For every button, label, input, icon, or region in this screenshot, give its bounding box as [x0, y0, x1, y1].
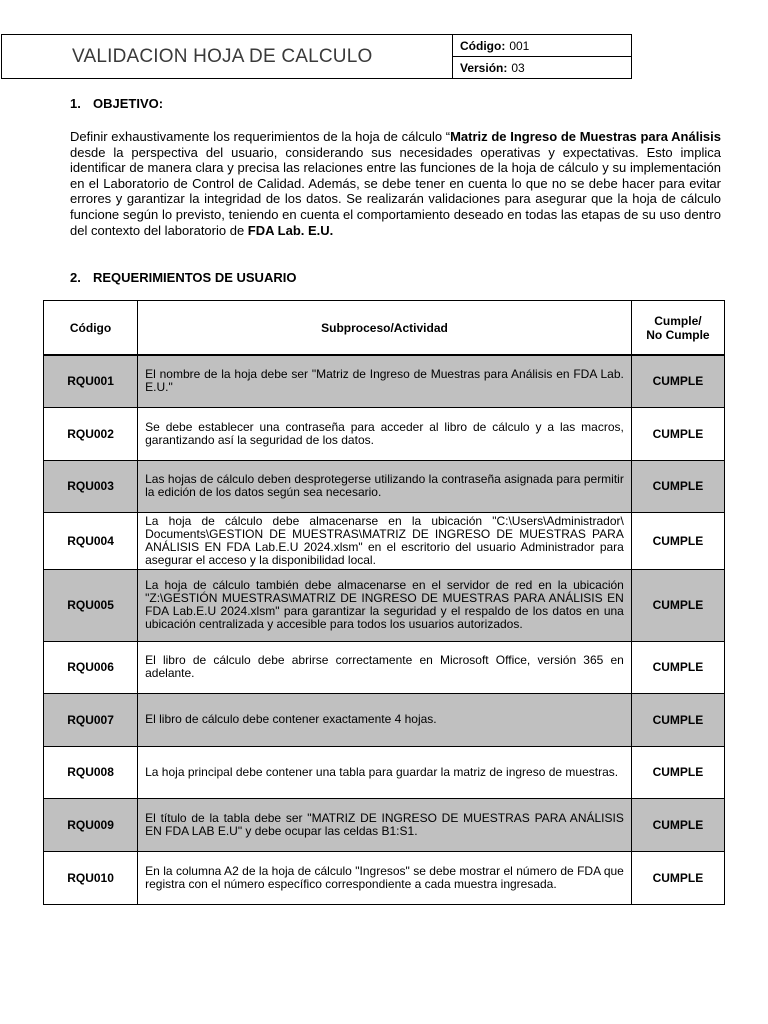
requirement-code: RQU003: [44, 460, 138, 512]
requirement-code: RQU007: [44, 693, 138, 746]
requirement-text: El libro de cálculo debe contener exactamente 4 hojas.: [138, 693, 632, 746]
code-label: Código:: [460, 38, 506, 53]
header-activity: Subproceso/Actividad: [138, 301, 632, 356]
requirement-code: RQU006: [44, 641, 138, 693]
requirement-status: CUMPLE: [631, 798, 724, 851]
requirement-status: CUMPLE: [631, 693, 724, 746]
table-header-row: [44, 301, 725, 356]
table-row: [44, 641, 725, 693]
version-label: Versión:: [460, 60, 508, 75]
requirement-code: RQU004: [44, 512, 138, 569]
section-title: OBJETIVO:: [93, 96, 164, 111]
version-value: 03: [511, 60, 525, 75]
objective-paragraph: [70, 129, 721, 238]
requirement-status: CUMPLE: [631, 641, 724, 693]
requirement-status: CUMPLE: [631, 746, 724, 798]
table-row: [44, 851, 725, 904]
requirement-text: El libro de cálculo debe abrirse correctamente en Microsoft Office, versión 365 en adelante.: [138, 641, 632, 693]
header-compliance: Cumple/ No Cumple: [631, 301, 724, 356]
requirement-text: En la columna A2 de la hoja de cálculo "Ingresos" se debe mostrar el número de FDA que registra con el número específico correspondiente a cada muestra ingresada.: [138, 851, 632, 904]
requirement-status: CUMPLE: [631, 512, 724, 569]
table-row: [44, 407, 725, 460]
lab-name: FDA Lab. E.U.: [247, 222, 334, 238]
section-heading-objective: [70, 96, 163, 111]
requirement-code: RQU009: [44, 798, 138, 851]
table-row: [44, 569, 725, 641]
document-meta: [453, 35, 631, 78]
header-code: Código: [44, 301, 138, 356]
spreadsheet-name: Matriz de Ingreso de Muestras para Análisis: [450, 129, 722, 144]
requirement-status: CUMPLE: [631, 355, 724, 407]
table-row: [44, 512, 725, 569]
requirement-status: CUMPLE: [631, 407, 724, 460]
requirement-text: La hoja principal debe contener una tabla para guardar la matriz de ingreso de muestras.: [138, 746, 632, 798]
requirements-table: [43, 300, 725, 905]
requirement-text: La hoja de cálculo también debe almacenarse en el servidor de red en la ubicación "Z:\GESTIÓN MUESTRAS\MATRIZ DE INGRESO DE MUESTRAS PARA ANÁLISIS EN FDA Lab.E.U 2024.xlsm" para garantizar la seguridad y el respaldo de los datos en una ubicación centralizada y accesible para todos los usuarios autorizados.: [138, 569, 632, 641]
section-heading-requirements: [70, 270, 296, 285]
document-header: [1, 34, 632, 79]
requirement-code: RQU010: [44, 851, 138, 904]
requirement-status: CUMPLE: [631, 460, 724, 512]
section-number: 1.: [70, 96, 81, 111]
requirement-text: El título de la tabla debe ser "MATRIZ DE INGRESO DE MUESTRAS PARA ANÁLISIS EN FDA LAB E.U" y debe ocupar las celdas B1:S1.: [138, 798, 632, 851]
code-value: 001: [509, 38, 530, 53]
code-field: [453, 35, 631, 56]
table-row: [44, 355, 725, 407]
version-field: [453, 56, 631, 78]
table-row: [44, 746, 725, 798]
requirement-text: Se debe establecer una contraseña para acceder al libro de cálculo y a las macros, garantizando así la seguridad de los datos.: [138, 407, 632, 460]
requirement-text: El nombre de la hoja debe ser "Matriz de Ingreso de Muestras para Análisis en FDA Lab. E.U.": [138, 355, 632, 407]
requirement-code: RQU002: [44, 407, 138, 460]
table-row: [44, 693, 725, 746]
objective-text: desde la perspectiva del usuario, considerando sus necesidades operativas y expectativas. Esto implica identificar de manera clara y precisa las relaciones entre las funciones de la hoja de cálculo y su implementación en el Laboratorio de Control de Calidad. Además, se debe tener en cuenta lo que no se debe hacer para evitar errores y garantizar la integridad de los datos. Se realizarán validaciones para asegurar que la hoja de cálculo funcione según lo previsto, teniendo en cuenta el comportamiento deseado en todas las etapas de su uso dentro del contexto del laboratorio de: [70, 144, 721, 238]
requirement-status: CUMPLE: [631, 569, 724, 641]
requirement-text: Las hojas de cálculo deben desprotegerse utilizando la contraseña asignada para permitir la edición de los datos según sea necesario.: [138, 460, 632, 512]
table-row: [44, 798, 725, 851]
document-title: VALIDACION HOJA DE CALCULO: [2, 35, 453, 78]
section-number: 2.: [70, 270, 81, 285]
requirement-code: RQU001: [44, 355, 138, 407]
table-row: [44, 460, 725, 512]
section-title: REQUERIMIENTOS DE USUARIO: [93, 270, 297, 285]
requirement-text: La hoja de cálculo debe almacenarse en la ubicación "C:\Users\Administrador\ Documents\GESTION DE MUESTRAS\MATRIZ DE INGRESO DE MUESTRAS PARA ANÁLISIS EN FDA Lab.E.U 2024.xlsm" en el escritorio del usuario Administrador para asegurar el acceso y la disponibilidad local.: [138, 512, 632, 569]
requirement-code: RQU008: [44, 746, 138, 798]
objective-text: Definir exhaustivamente los requerimientos de la hoja de cálculo “: [70, 129, 451, 144]
requirement-status: CUMPLE: [631, 851, 724, 904]
requirement-code: RQU005: [44, 569, 138, 641]
